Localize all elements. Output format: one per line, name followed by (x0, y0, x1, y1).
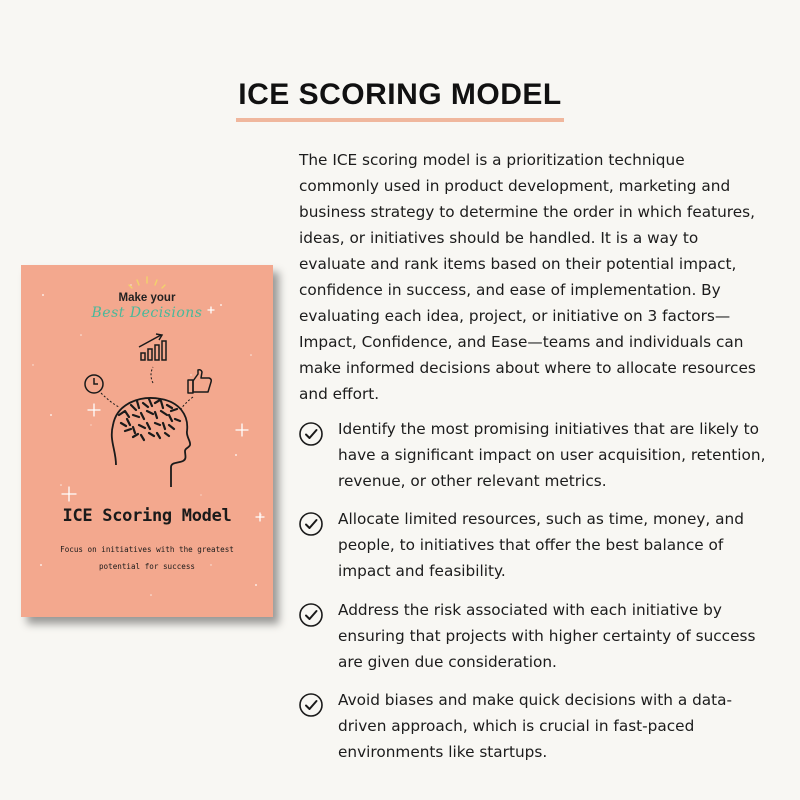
book-cover (21, 265, 273, 617)
intro-paragraph: The ICE scoring model is a prioritization technique commonly used in product development, marketing and business strategy to determine the order in which features, ideas, or initiatives should be handled. It is a way to evaluate and rank items based on their potential impact, confidence in success, and ease of implementation. By evaluating each idea, project, or initiative on 3 factors—Impact, Confidence, and Ease—teams and individuals can make informed decisions about where to allocate resources and effort. (299, 151, 756, 403)
page-title: ICE SCORING MODEL (236, 78, 564, 122)
thumbs-up-icon (188, 370, 211, 393)
dashed-arrows (101, 367, 193, 409)
list-item-text: Avoid biases and make quick decisions with a data-driven approach, which is crucial in fast-paced environments like startups. (338, 691, 733, 761)
list-item (298, 597, 778, 675)
cover-kicker: Make your (118, 292, 176, 304)
check-circle-icon (298, 511, 324, 537)
list-item-text: Identify the most promising initiatives that are likely to have a significant impact on user acquisition, retention, revenue, or other relevant metrics. (338, 420, 766, 490)
benefits-list (298, 416, 778, 765)
growth-chart-icon (139, 334, 166, 360)
cover-script-title: Best Decisions (91, 305, 203, 321)
list-item (298, 506, 778, 584)
list-item (298, 416, 778, 494)
brain-icon (119, 399, 180, 440)
title-wrapper (0, 78, 800, 122)
cover-subtitle: Focus on initiatives with the greatest potential for success (60, 545, 234, 571)
cover-title: ICE Scoring Model (62, 506, 232, 526)
list-item (298, 687, 778, 765)
clock-icon (85, 375, 103, 393)
rays-icon (129, 277, 165, 288)
list-item-text: Allocate limited resources, such as time, money, and people, to initiatives that offer the best balance of impact and feasibility. (338, 510, 744, 580)
check-circle-icon (298, 421, 324, 447)
list-item-text: Address the risk associated with each initiative by ensuring that projects with higher certainty of success are given due consideration. (338, 601, 756, 671)
star-icons (62, 307, 264, 521)
check-circle-icon (298, 692, 324, 718)
check-circle-icon (298, 602, 324, 628)
